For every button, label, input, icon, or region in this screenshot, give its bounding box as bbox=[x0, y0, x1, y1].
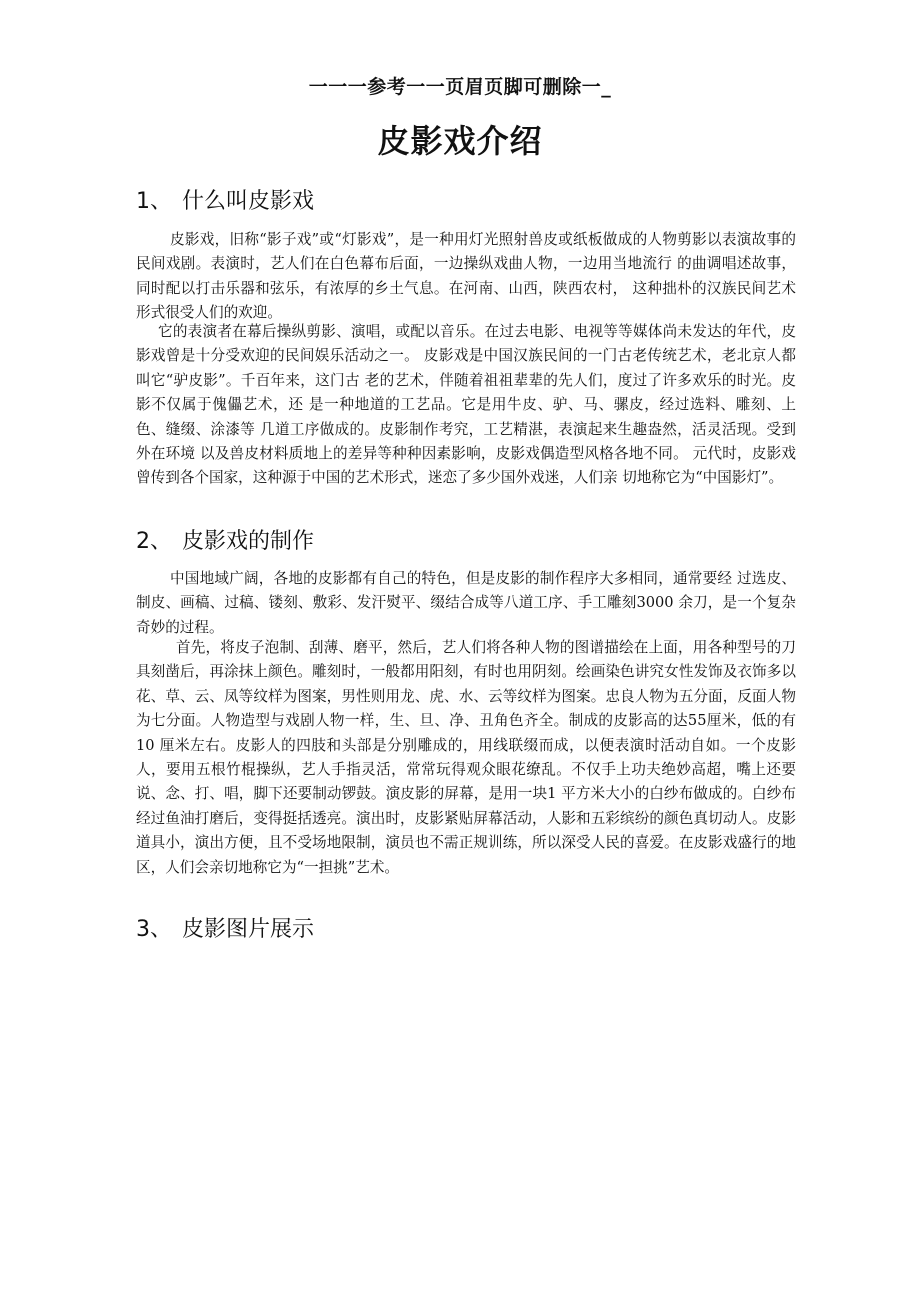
section-title: 皮影戏的制作 bbox=[182, 529, 315, 554]
section-number: 3、 bbox=[136, 917, 172, 942]
paragraph: 首先，将皮子泡制、刮薄、磨平，然后，艺人们将各种人物的图谱描绘在上面，用各种型号的刀具刻凿后，再涂抹上颜色。雕刻时，一般都用阳刻，有时也用阴刻。绘画染色讲究女性发饰及衣饰多以花、草、云、凤等纹样为图案，男性则用龙、虎、水、云等纹样为图案。忠良人物为五分面，反面人物为七分面。人物造型与戏剧人物一样，生、旦、净、丑角色齐全。制成的皮影高的达55厘米，低的有10 厘米左右。皮影人的四肢和头部是分别雕成的，用线联缀而成，以便表演时活动自如。一个皮影人，要用五根竹棍操纵，艺人手指灵活，常常玩得观众眼花缭乱。不仅手上功夫绝妙高超，嘴上还要说、念、打、唱，脚下还要制动锣鼓。演皮影的屏幕，是用一块1 平方米大小的白纱布做成的。白纱布经过鱼油打磨后，变得挺括透亮。演出时，皮影紧贴屏幕活动，人影和五彩缤纷的颜色真切动人。皮影道具小，演出方便，且不受场地限制，演员也不需正规训练，所以深受人民的喜爱。在皮影戏盛行的地区，人们会亲切地称它为“一担挑”艺术。 bbox=[136, 639, 796, 876]
page-title: 皮影戏介绍 bbox=[377, 122, 543, 160]
section-number: 1、 bbox=[136, 189, 172, 214]
section-title: 什么叫皮影戏 bbox=[182, 189, 315, 214]
section-heading-2 bbox=[136, 524, 314, 555]
header-note: 一一一参考一一页眉页脚可删除一_ bbox=[308, 76, 612, 98]
section-title: 皮影图片展示 bbox=[182, 917, 315, 942]
paragraph: 中国地域广阔，各地的皮影都有自己的特色，但是皮影的制作程序大多相同，通常要经 过选皮、制皮、画稿、过稿、镂刻、敷彩、发汗熨平、缀结合成等八道工序、手工雕刻3000 余刀，是一个复杂奇妙的过程。 bbox=[136, 570, 796, 636]
paragraph: 它的表演者在幕后操纵剪影、演唱，或配以音乐。在过去电影、电视等等媒体尚未发达的年代，皮影戏曾是十分受欢迎的民间娱乐活动之一。 皮影戏是中国汉族民间的一门古老传统艺术，老北京人都叫它“驴皮影”。千百年来，这门古 老的艺术，伴随着祖祖辈辈的先人们，度过了许多欢乐的时光。皮影不仅属于傀儡艺术，还 是一种地道的工艺品。它是用牛皮、驴、马、骡皮，经过选料、雕刻、上色、缝缀、涂漆等 几道工序做成的。皮影制作考究，工艺精湛，表演起来生趣盎然，活灵活现。受到外在环境 以及兽皮材料质地上的差异等种种因素影响，皮影戏偶造型风格各地不同。 元代时，皮影戏曾传到各个国家，这种源于中国的艺术形式，迷恋了多少国外戏迷，人们亲 切地称它为“中国影灯”。 bbox=[136, 323, 796, 487]
section-heading-3 bbox=[136, 912, 314, 943]
paragraph: 皮影戏，旧称“影子戏”或“灯影戏”，是一种用灯光照射兽皮或纸板做成的人物剪影以表演故事的民间戏剧。表演时，艺人们在白色幕布后面，一边操纵戏曲人物，一边用当地流行 的曲调唱述故事，同时配以打击乐器和弦乐，有浓厚的乡土气息。在河南、山西，陕西农村， 这种拙朴的汉族民间艺术形式很受人们的欢迎。 bbox=[136, 231, 796, 322]
section-number: 2、 bbox=[136, 529, 172, 554]
section-heading-1 bbox=[136, 184, 314, 215]
